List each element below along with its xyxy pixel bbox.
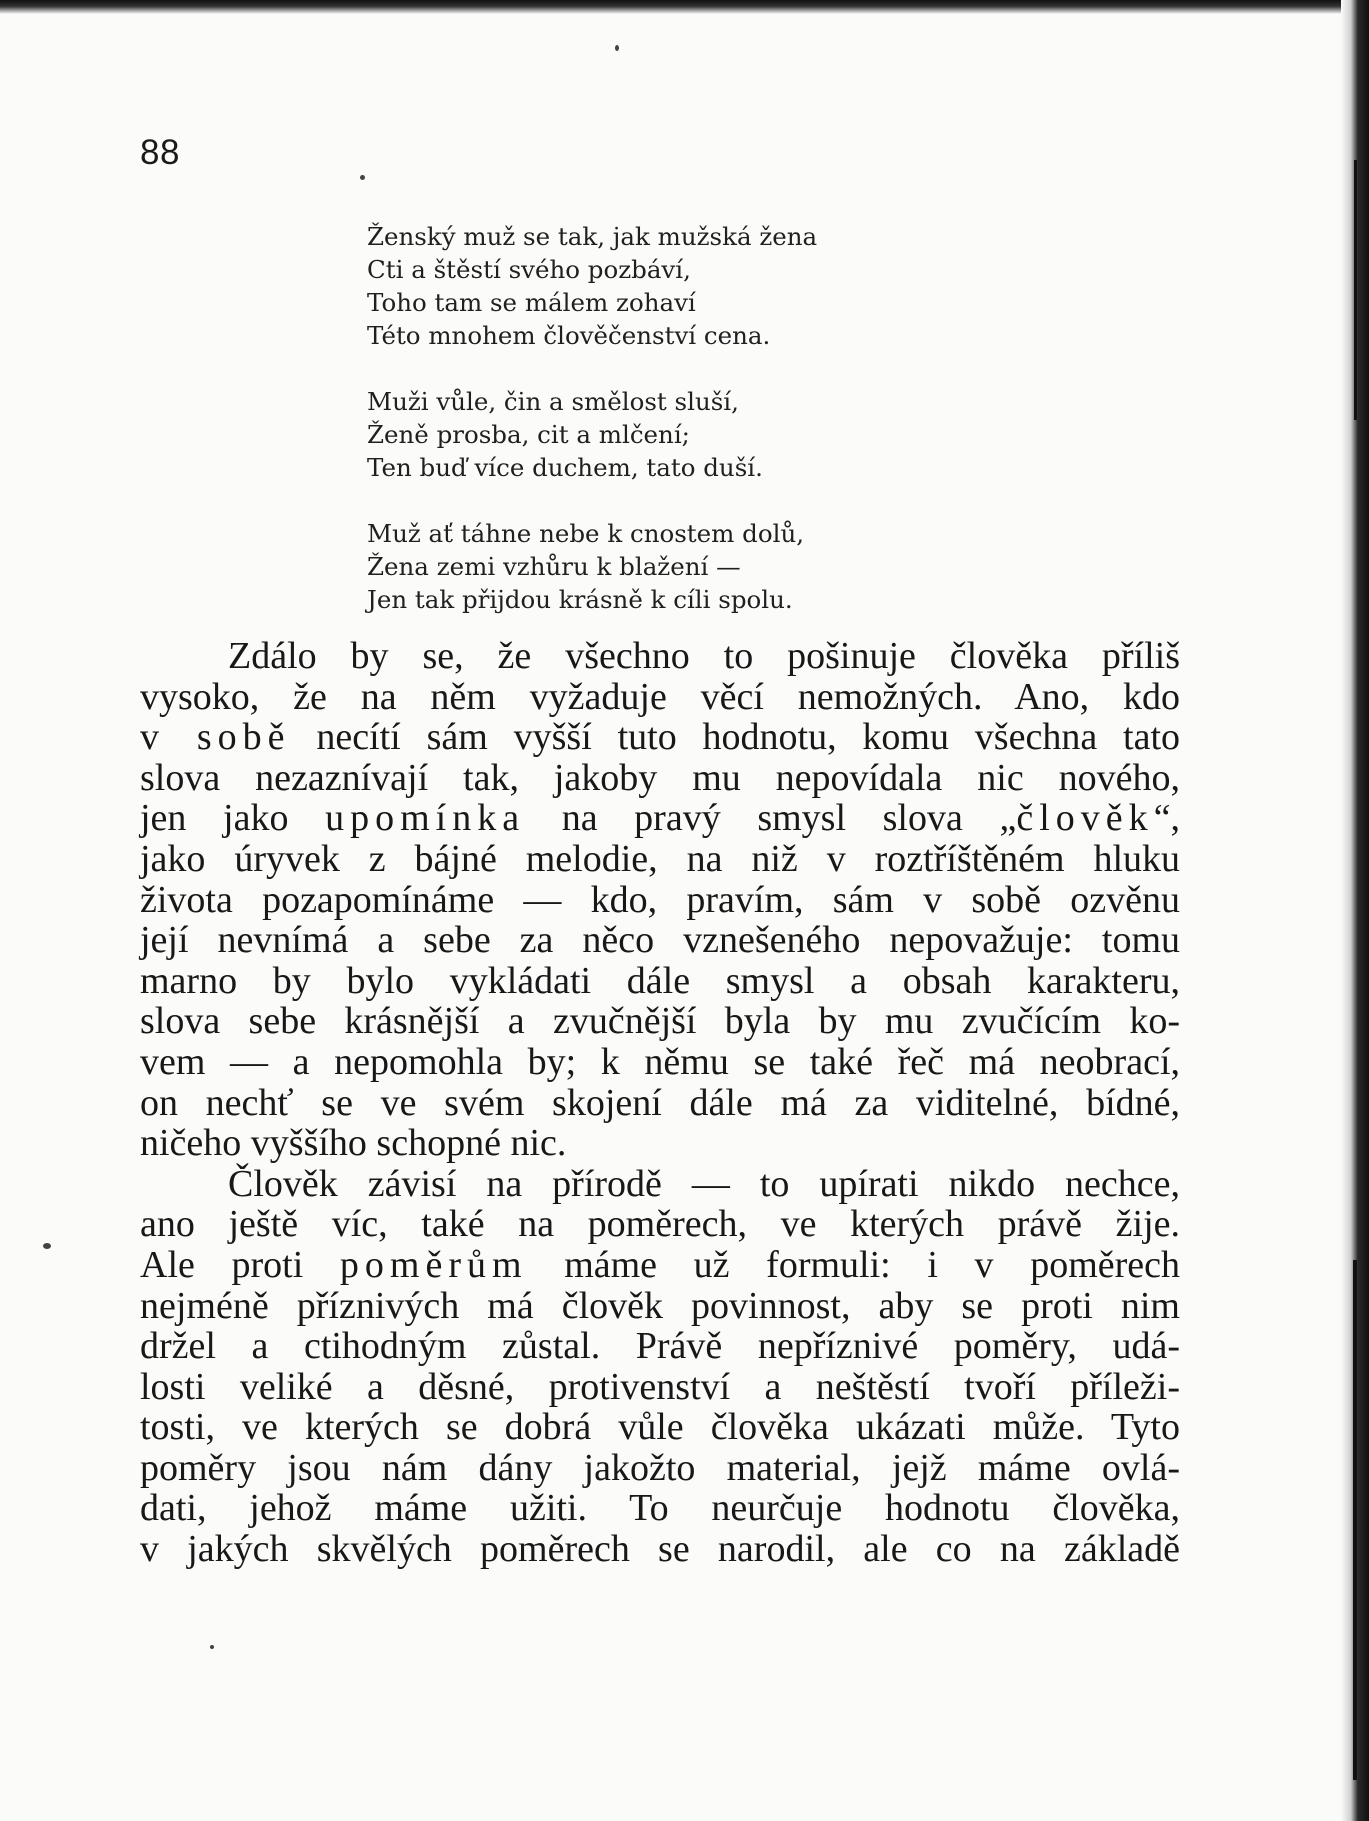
scan-top-edge: [0, 0, 1369, 14]
text-line: jako úryvek z bájné melodie, na niž v roztříštěném hluku: [140, 837, 1180, 880]
verse-line: Ženský muž se tak, jak mužská žena: [367, 222, 818, 251]
page-number: 88: [140, 133, 180, 172]
text-line: v jakých skvělých poměrech se narodil, ale co na základě: [140, 1528, 1180, 1571]
text-line: losti veliké a děsné, protivenství a neštěstí tvoří příleži-: [140, 1365, 1180, 1408]
poem: [367, 220, 1067, 616]
text-line: ničeho vyššího schopné nic.: [140, 1122, 567, 1165]
poem-stanza: [367, 517, 1067, 616]
text-line: nejméně příznivých má člověk povinnost, aby se proti nim: [140, 1284, 1180, 1327]
text-line: dati, jehož máme užiti. To neurčuje hodnotu člověka,: [140, 1487, 1180, 1530]
text-segment: Ale proti: [140, 1243, 340, 1286]
verse-line: Ženě prosba, cit a mlčení;: [367, 420, 690, 449]
verse-line: Toho tam se málem zohaví: [367, 288, 696, 317]
text-line: tosti, ve kterých se dobrá vůle člověka ukázati může. Tyto: [140, 1406, 1180, 1449]
text-line: on nechť se ve svém skojení dále má za viditelné, bídné,: [140, 1081, 1180, 1124]
text-line: držel a ctihodným zůstal. Právě nepříznivé poměry, udá-: [140, 1325, 1180, 1368]
text-line: [140, 1245, 1180, 1286]
text-line: Člověk závisí na přírodě — to upírati nikdo nechce,: [228, 1162, 1180, 1205]
verse-line: Ten buď více duchem, tato duší.: [367, 453, 763, 482]
scan-speck: [360, 175, 365, 180]
text-line: [140, 798, 1180, 839]
text-segment: jen jako: [140, 797, 326, 840]
text-segment: na pravý smysl slova „: [525, 797, 1017, 840]
emphasis: upomínka: [325, 797, 526, 840]
emphasis: poměrům: [339, 1243, 528, 1286]
text-line: její nevnímá a sebe za něco vznešeného nepovažuje: tomu: [140, 919, 1180, 962]
body-text: [140, 636, 1180, 1570]
text-segment: máme už formuli: i v poměrech: [527, 1243, 1181, 1286]
verse-line: Jen tak přijdou krásně k cíli spolu.: [367, 585, 793, 614]
verse-line: Muž ať táhne nebe k cnostem dolů,: [367, 519, 805, 548]
text-line: vysoko, že na něm vyžaduje věcí nemožných. Ano, kdo: [140, 675, 1180, 718]
text-line: slova sebe krásnější a zvučnější byla by mu zvučícím ko-: [140, 1000, 1180, 1043]
scan-speck: [615, 45, 619, 51]
text-line: [140, 717, 1180, 758]
poem-stanza: [367, 220, 1067, 352]
poem-stanza: [367, 385, 1067, 484]
text-segment: “,: [1153, 797, 1180, 840]
text-line: vem — a nepomohla by; k němu se také řeč má neobrací,: [140, 1040, 1180, 1083]
emphasis: v sobě: [140, 716, 291, 759]
text-segment: necítí sám vyšší tuto hodnotu, komu všechna tato: [290, 716, 1181, 759]
scan-right-edge-mark: [1354, 160, 1357, 420]
scan-right-edge-mark: [1353, 1260, 1357, 1780]
verse-line: Této mnohem člověčenství cena.: [367, 321, 771, 350]
scan-speck: [210, 1645, 214, 1649]
text-line: marno by bylo vykládati dále smysl a obsah karakteru,: [140, 959, 1180, 1002]
verse-line: Žena zemi vzhůru k blažení —: [367, 552, 741, 581]
text-line: poměry jsou nám dány jakožto material, jejž máme ovlá-: [140, 1446, 1180, 1489]
verse-line: Muži vůle, čin a smělost sluší,: [367, 387, 739, 416]
verse-line: Cti a štěstí svého pozbáví,: [367, 255, 691, 284]
text-line: Zdálo by se, že všechno to pošinuje člověka příliš: [228, 635, 1180, 677]
text-line: slova nezaznívají tak, jakoby mu nepovídala nic nového,: [140, 756, 1180, 799]
text-line: ano ještě víc, také na poměrech, ve kterých právě žije.: [140, 1203, 1180, 1246]
emphasis: člověk: [1016, 797, 1154, 840]
text-line: života pozapomínáme — kdo, pravím, sám v sobě ozvěnu: [140, 878, 1180, 921]
scan-speck: [43, 1243, 51, 1249]
